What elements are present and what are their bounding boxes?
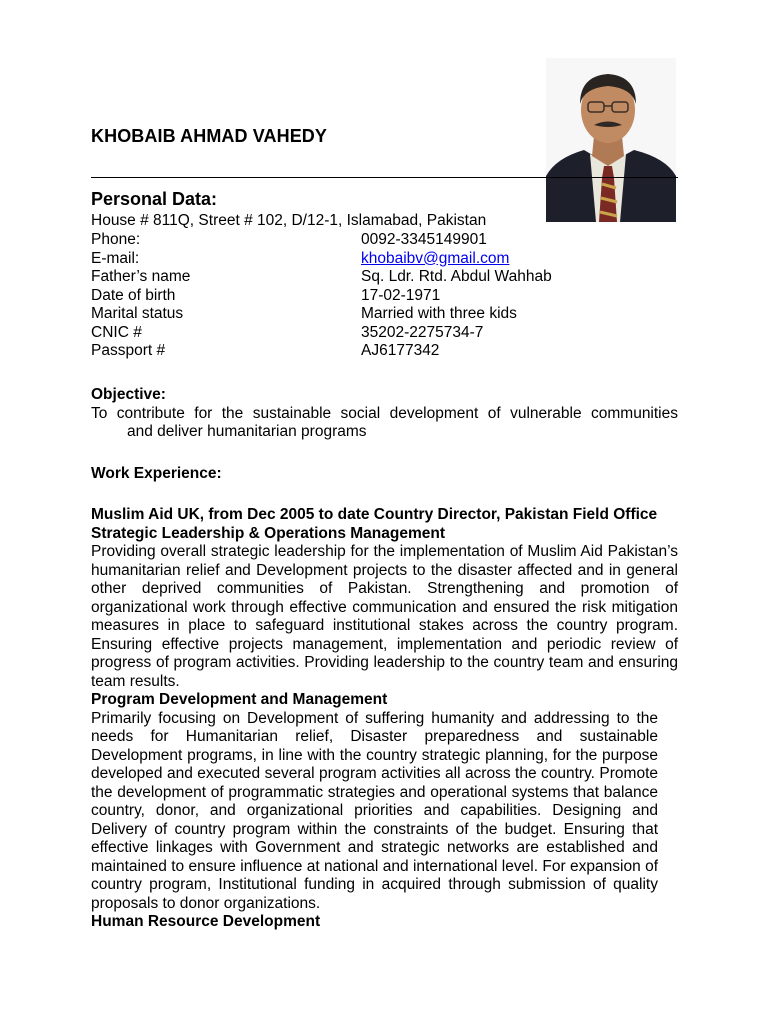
- objective-line-1: To contribute for the sustainable social development of vulnerable communities: [91, 404, 678, 422]
- section-title-strategic: Strategic Leadership & Operations Management: [91, 524, 446, 542]
- objective-section: [91, 386, 678, 442]
- personal-data-heading: Personal Data:: [91, 189, 218, 209]
- phone-label: Phone:: [91, 231, 141, 248]
- section-title-program: Program Development and Management: [91, 691, 388, 708]
- section-text-strategic: Providing overall strategic leadership for the implementation of Muslim Aid Pakistan’s humanitarian relief and Development projects to the disaster affected and in general other deprived communities of Pakistan. Strengthening and promotion of organizational work through effective communication and ensured the risk mitigation measures in place to safeguard institutional stakes across the country program. Ensuring effective projects management, implementation and periodic review of progress of program activities. Providing leadership to the country team and ensuring team results.: [91, 543, 678, 690]
- personal-data-table: [91, 231, 571, 361]
- personal-row-marital: [91, 305, 571, 324]
- dob-label: Date of birth: [91, 286, 176, 304]
- address-text: House # 811Q, Street # 102, D/12-1, Islamabad, Pakistan: [91, 212, 487, 229]
- dob-value: 17-02-1971: [361, 286, 441, 304]
- father-name-label: Father’s name: [91, 268, 191, 285]
- passport-label: Passport #: [91, 342, 166, 359]
- personal-row-email: [91, 250, 571, 269]
- personal-row-cnic: [91, 324, 571, 343]
- email-label: E-mail:: [91, 249, 140, 267]
- personal-row-dob: [91, 287, 571, 306]
- candidate-name: KHOBAIB AHMAD VAHEDY: [91, 126, 327, 146]
- section-title-hr: Human Resource Development: [91, 913, 321, 930]
- header-divider: [91, 177, 678, 178]
- marital-status-value: Married with three kids: [361, 305, 517, 322]
- section-text-program: Primarily focusing on Development of suffering humanity and addressing to the needs for Humanitarian relief, Disaster preparedness and sustainable Development programs, in line with the country strategic planning, for the purpose developed and executed several program activities all across the country. Promote the development of programmatic strategies and operational systems that balance country, donor, and organizational priorities and capabilities. Designing and Delivery of country program within the constraints of the budget. Ensuring that effective linkages with Government and strategic networks are established and maintained to ensure influence at national and international level. For expansion of country program, Institutional funding in acquired through submission of quality proposals to donor organizations.: [91, 709, 658, 912]
- objective-heading: Objective:: [91, 386, 166, 403]
- personal-row-father: [91, 268, 571, 287]
- personal-row-passport: [91, 342, 571, 361]
- marital-status-label: Marital status: [91, 305, 184, 322]
- father-name-value: Sq. Ldr. Rtd. Abdul Wahhab: [361, 268, 552, 285]
- work-experience-body: [91, 506, 678, 932]
- profile-photo: [546, 58, 676, 222]
- email-link[interactable]: khobaibv@gmail.com: [361, 249, 510, 267]
- objective-line-2: and deliver humanitarian programs: [127, 423, 367, 440]
- phone-value: 0092-3345149901: [361, 231, 487, 248]
- passport-value: AJ6177342: [361, 342, 440, 359]
- work-experience-heading: Work Experience:: [91, 465, 222, 482]
- cnic-label: CNIC #: [91, 323, 142, 341]
- cnic-value: 35202-2275734-7: [361, 323, 484, 341]
- personal-row-phone: [91, 231, 571, 250]
- job-title: Muslim Aid UK, from Dec 2005 to date Country Director, Pakistan Field Office: [91, 506, 658, 523]
